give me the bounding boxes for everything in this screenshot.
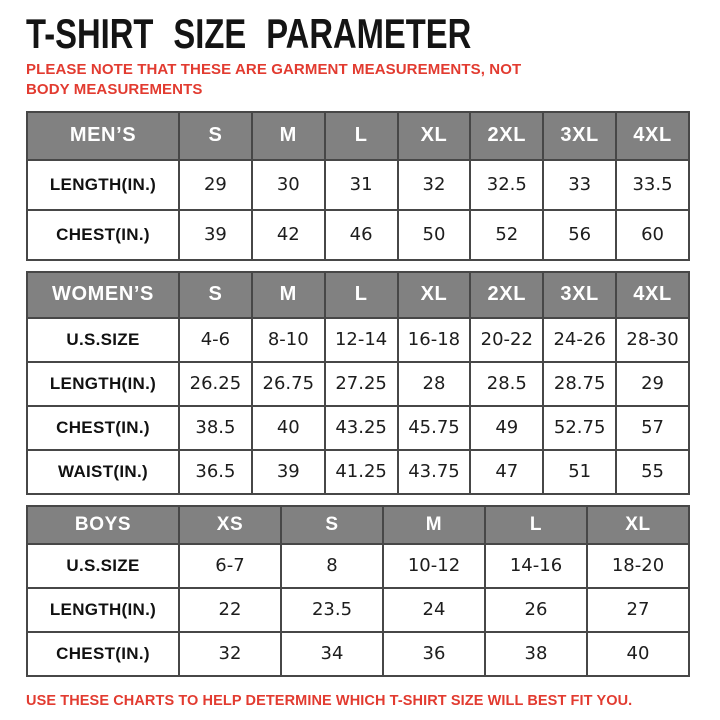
table-cell: 4-6 <box>179 318 252 362</box>
row-label: CHEST(IN.) <box>27 210 179 260</box>
table-cell: 29 <box>616 362 689 406</box>
table-cell: 24 <box>383 588 485 632</box>
table-cell: 36.5 <box>179 450 252 494</box>
table-cell: 24-26 <box>543 318 616 362</box>
table-cell: 42 <box>252 210 325 260</box>
table-cell: 49 <box>470 406 543 450</box>
table-cell: 57 <box>616 406 689 450</box>
table-cell: 40 <box>587 632 689 676</box>
table-cell: 51 <box>543 450 616 494</box>
size-column-header: M <box>383 506 485 544</box>
size-column-header: XS <box>179 506 281 544</box>
table-cell: 34 <box>281 632 383 676</box>
table-cell: 39 <box>252 450 325 494</box>
boys-length-row <box>27 588 689 632</box>
table-cell: 55 <box>616 450 689 494</box>
table-cell: 20-22 <box>470 318 543 362</box>
table-cell: 39 <box>179 210 252 260</box>
mens-chest-row <box>27 210 689 260</box>
table-cell: 8-10 <box>252 318 325 362</box>
table-cell: 22 <box>179 588 281 632</box>
size-column-header: M <box>252 112 325 160</box>
size-column-header: XL <box>398 112 471 160</box>
size-column-header: L <box>325 112 398 160</box>
table-cell: 45.75 <box>398 406 471 450</box>
size-column-header: L <box>485 506 587 544</box>
table-cell: 52 <box>470 210 543 260</box>
mens-size-table <box>26 111 690 261</box>
table-cell: 10-12 <box>383 544 485 588</box>
table-cell: 38 <box>485 632 587 676</box>
womens-waist-row <box>27 450 689 494</box>
table-cell: 26.25 <box>179 362 252 406</box>
size-column-header: 3XL <box>543 272 616 318</box>
table-cell: 56 <box>543 210 616 260</box>
table-cell: 12-14 <box>325 318 398 362</box>
womens-chest-row <box>27 406 689 450</box>
table-cell: 60 <box>616 210 689 260</box>
size-column-header: 4XL <box>616 112 689 160</box>
boys-ussize-row <box>27 544 689 588</box>
table-cell: 30 <box>252 160 325 210</box>
row-label: CHEST(IN.) <box>27 406 179 450</box>
row-label: U.S.SIZE <box>27 318 179 362</box>
boys-header-row <box>27 506 689 544</box>
size-column-header: 3XL <box>543 112 616 160</box>
boys-table-title: BOYS <box>27 506 179 544</box>
size-column-header: M <box>252 272 325 318</box>
womens-ussize-row <box>27 318 689 362</box>
table-cell: 28-30 <box>616 318 689 362</box>
table-cell: 32 <box>398 160 471 210</box>
mens-header-row <box>27 112 689 160</box>
table-cell: 16-18 <box>398 318 471 362</box>
boys-chest-row <box>27 632 689 676</box>
table-cell: 8 <box>281 544 383 588</box>
womens-size-table <box>26 271 690 495</box>
row-label: WAIST(IN.) <box>27 450 179 494</box>
table-cell: 40 <box>252 406 325 450</box>
table-cell: 26 <box>485 588 587 632</box>
table-cell: 52.75 <box>543 406 616 450</box>
table-cell: 43.75 <box>398 450 471 494</box>
table-cell: 27.25 <box>325 362 398 406</box>
page-title: T-SHIRT SIZE PARAMETER <box>26 10 472 57</box>
womens-table-title: WOMEN’S <box>27 272 179 318</box>
table-cell: 46 <box>325 210 398 260</box>
size-column-header: S <box>281 506 383 544</box>
table-cell: 41.25 <box>325 450 398 494</box>
table-cell: 18-20 <box>587 544 689 588</box>
size-column-header: S <box>179 112 252 160</box>
womens-length-row <box>27 362 689 406</box>
table-cell: 27 <box>587 588 689 632</box>
table-cell: 33.5 <box>616 160 689 210</box>
table-cell: 36 <box>383 632 485 676</box>
table-cell: 14-16 <box>485 544 587 588</box>
size-column-header: S <box>179 272 252 318</box>
table-cell: 28 <box>398 362 471 406</box>
table-cell: 31 <box>325 160 398 210</box>
size-column-header: XL <box>398 272 471 318</box>
garment-measurement-note: PLEASE NOTE THAT THESE ARE GARMENT MEASUREMENTS, NOT BODY MEASUREMENTS <box>26 61 522 99</box>
table-cell: 28.5 <box>470 362 543 406</box>
row-label: LENGTH(IN.) <box>27 588 179 632</box>
size-column-header: 2XL <box>470 272 543 318</box>
row-label: LENGTH(IN.) <box>27 362 179 406</box>
table-cell: 26.75 <box>252 362 325 406</box>
table-cell: 32 <box>179 632 281 676</box>
table-cell: 29 <box>179 160 252 210</box>
table-cell: 47 <box>470 450 543 494</box>
table-cell: 33 <box>543 160 616 210</box>
row-label: CHEST(IN.) <box>27 632 179 676</box>
size-column-header: L <box>325 272 398 318</box>
size-column-header: XL <box>587 506 689 544</box>
table-cell: 23.5 <box>281 588 383 632</box>
boys-size-table <box>26 505 690 677</box>
size-column-header: 2XL <box>470 112 543 160</box>
mens-length-row <box>27 160 689 210</box>
table-cell: 50 <box>398 210 471 260</box>
table-cell: 38.5 <box>179 406 252 450</box>
womens-header-row <box>27 272 689 318</box>
table-cell: 32.5 <box>470 160 543 210</box>
mens-table-title: MEN’S <box>27 112 179 160</box>
table-cell: 6-7 <box>179 544 281 588</box>
row-label: LENGTH(IN.) <box>27 160 179 210</box>
row-label: U.S.SIZE <box>27 544 179 588</box>
fit-advice-footer: USE THESE CHARTS TO HELP DETERMINE WHICH T-SHIRT SIZE WILL BEST FIT YOU. <box>26 692 633 709</box>
table-cell: 43.25 <box>325 406 398 450</box>
table-cell: 28.75 <box>543 362 616 406</box>
size-column-header: 4XL <box>616 272 689 318</box>
